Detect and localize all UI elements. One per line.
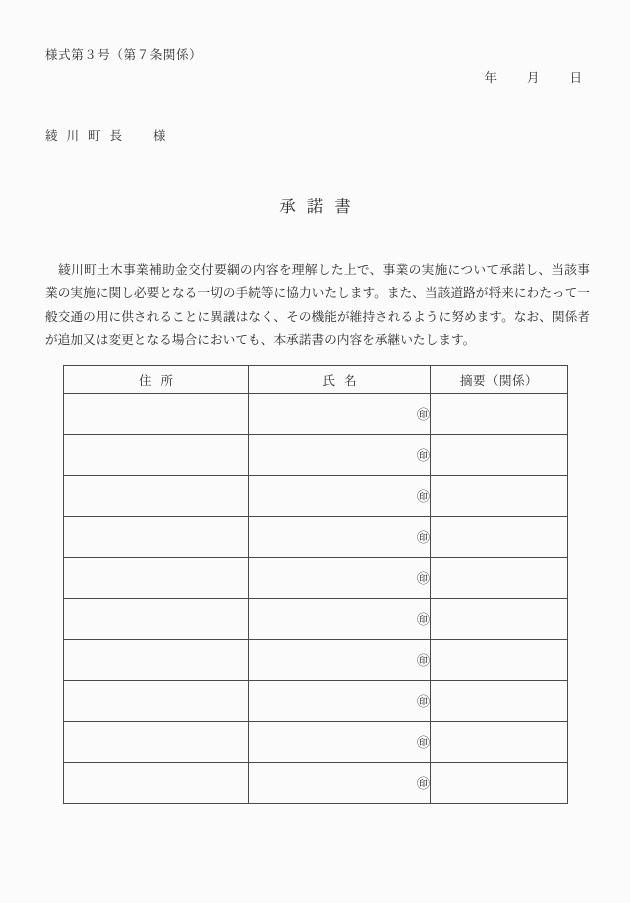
cell-name[interactable] bbox=[249, 763, 431, 804]
cell-name[interactable] bbox=[249, 517, 431, 558]
body-text-block bbox=[45, 258, 590, 351]
table-row bbox=[64, 517, 568, 558]
cell-name[interactable] bbox=[249, 476, 431, 517]
signature-table bbox=[63, 365, 568, 804]
seal-stamp-icon: ㊞ bbox=[416, 448, 430, 464]
cell-address[interactable] bbox=[64, 517, 249, 558]
table-row bbox=[64, 640, 568, 681]
seal-stamp-icon: ㊞ bbox=[416, 612, 430, 628]
cell-remark[interactable] bbox=[431, 763, 568, 804]
form-number-label: 様式第３号（第７条関係） bbox=[45, 47, 203, 62]
cell-address[interactable] bbox=[64, 722, 249, 763]
cell-name[interactable] bbox=[249, 435, 431, 476]
seal-stamp-icon: ㊞ bbox=[416, 530, 430, 546]
column-header-remark-label: 摘要（関係） bbox=[459, 372, 538, 388]
cell-name[interactable] bbox=[249, 640, 431, 681]
signature-table-container bbox=[63, 365, 567, 804]
cell-remark[interactable] bbox=[431, 722, 568, 763]
cell-remark[interactable] bbox=[431, 640, 568, 681]
addressee-honorific: 様 bbox=[153, 128, 166, 143]
cell-name[interactable] bbox=[249, 681, 431, 722]
table-row bbox=[64, 476, 568, 517]
cell-name[interactable] bbox=[249, 722, 431, 763]
table-row bbox=[64, 763, 568, 804]
seal-stamp-icon: ㊞ bbox=[416, 735, 430, 751]
table-row bbox=[64, 435, 568, 476]
table-row bbox=[64, 681, 568, 722]
cell-remark[interactable] bbox=[431, 681, 568, 722]
cell-address[interactable] bbox=[64, 640, 249, 681]
seal-stamp-icon: ㊞ bbox=[416, 407, 430, 423]
column-header-address-label: 住所 bbox=[138, 372, 182, 388]
cell-name[interactable] bbox=[249, 558, 431, 599]
seal-stamp-icon: ㊞ bbox=[416, 653, 430, 669]
table-row bbox=[64, 599, 568, 640]
cell-address[interactable] bbox=[64, 763, 249, 804]
seal-stamp-icon: ㊞ bbox=[416, 694, 430, 710]
document-title: 承諾書 bbox=[279, 197, 362, 216]
addressee-name: 綾川町長 bbox=[45, 128, 132, 143]
cell-remark[interactable] bbox=[431, 435, 568, 476]
column-header-name bbox=[249, 366, 431, 394]
table-body bbox=[64, 394, 568, 804]
consent-paragraph: 綾川町土木事業補助金交付要綱の内容を理解した上で、事業の実施について承諾し、当該事業の実施に関し必要となる一切の手続等に協力いたします。また、当該道路が将来にわたって一般交通の用に供されることに異議はなく、その機能が維持されるように努めます。なお、関係者が追加又は変更となる場合においても、本承諾書の内容を承継いたします。 bbox=[45, 262, 590, 347]
cell-address[interactable] bbox=[64, 476, 249, 517]
cell-name[interactable] bbox=[249, 599, 431, 640]
column-header-address bbox=[64, 366, 249, 394]
table-header bbox=[64, 366, 568, 394]
cell-address[interactable] bbox=[64, 394, 249, 435]
date-line bbox=[484, 68, 582, 86]
cell-address[interactable] bbox=[64, 599, 249, 640]
addressee-line bbox=[45, 126, 166, 144]
date-day-label: 日 bbox=[569, 70, 582, 85]
cell-remark[interactable] bbox=[431, 476, 568, 517]
cell-remark[interactable] bbox=[431, 517, 568, 558]
date-month-label: 月 bbox=[526, 70, 540, 85]
table-row bbox=[64, 394, 568, 435]
column-header-remark bbox=[431, 366, 568, 394]
cell-remark[interactable] bbox=[431, 394, 568, 435]
table-row bbox=[64, 558, 568, 599]
cell-remark[interactable] bbox=[431, 599, 568, 640]
cell-address[interactable] bbox=[64, 558, 249, 599]
table-header-row bbox=[64, 366, 568, 394]
table-row bbox=[64, 722, 568, 763]
column-header-name-label: 氏名 bbox=[322, 372, 366, 388]
seal-stamp-icon: ㊞ bbox=[416, 489, 430, 505]
date-year-label: 年 bbox=[484, 70, 497, 85]
seal-stamp-icon: ㊞ bbox=[416, 776, 430, 792]
seal-stamp-icon: ㊞ bbox=[416, 571, 430, 587]
cell-address[interactable] bbox=[64, 435, 249, 476]
cell-remark[interactable] bbox=[431, 558, 568, 599]
cell-name[interactable] bbox=[249, 394, 431, 435]
cell-address[interactable] bbox=[64, 681, 249, 722]
